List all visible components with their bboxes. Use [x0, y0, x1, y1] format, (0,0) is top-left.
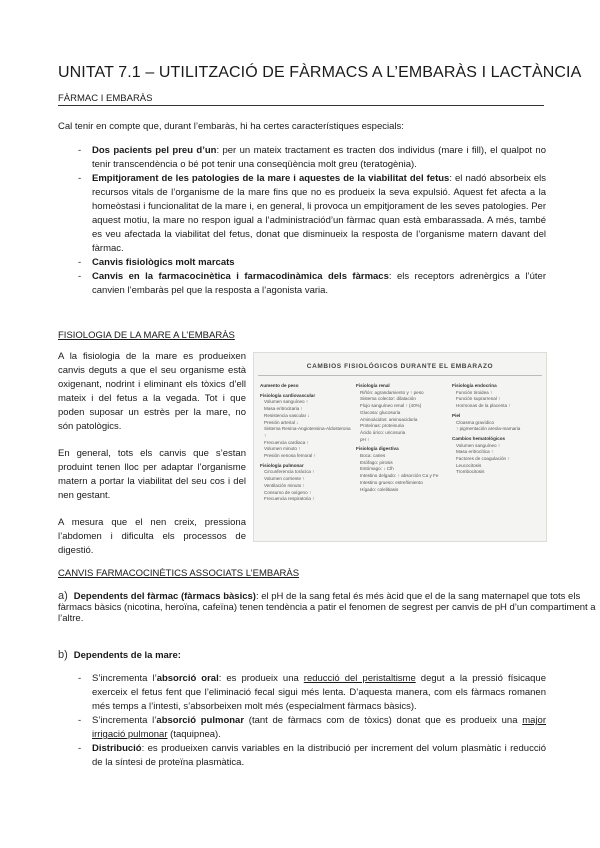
subheading-text: : el pH de la sang fetal és més àcid que el de la sang maternapel que tots els fàrmacs bàsics (nicotina, heroïna, cafeïna) tenen tendència a patir el fenomen de segrest per canvis de pH d’un compartiment a l’altre. — [58, 591, 596, 624]
figure-item: Volumen corriente ↑ — [264, 476, 305, 482]
letter-marker: b) — [58, 649, 68, 661]
intro-paragraph: Cal tenir en compte que, durant l’embaràs, hi ha certes característiques especials: — [58, 121, 404, 132]
figure-item: Intestino delgado: ↑ absorción Ca y Fe — [360, 473, 439, 479]
paragraph: A mesura que el nen creix, pressiona l’abdomen i dificulta els processos de digestió. — [58, 517, 246, 556]
item-term: Empitjorament de les patologies de la mare i aquestes de la viabilitat del fetus — [92, 173, 450, 184]
figure-item: Presión arterial ↓ — [264, 419, 299, 425]
figure-section-heading: Fisiología pulmonar — [260, 462, 304, 468]
figure-section-heading: Fisiología cardiovascular — [260, 392, 316, 398]
item-text: : el nadó absorbeix els recursos vitals de l’organisme de la mare fins que no es produeix la seva expulsió. Aquest fet afecta a la homeòstasi i funcionalitat de la mare i, en general, li provoca un empitjorament de les seves patologies. Per aquest motiu, la mare no respon igual a l’administraciód’un fàrmac quan està embarassada. A més, també es veu afectada la viabilitat del fetus, donat que disminueix la resposta de l’organisme matern davant del fàrmac. — [92, 173, 547, 254]
list-item — [78, 672, 546, 714]
figure-item: Leucocitosis — [456, 462, 482, 468]
figure-item: Estómago: ↓ Clh — [360, 466, 394, 472]
subheading-term: Dependents del fàrmac (fàrmacs bàsics) — [73, 591, 256, 602]
subheading-term: Dependents de la mare: — [73, 650, 181, 661]
item-term: Dos pacients pel preu d’un — [92, 145, 217, 156]
figure-item: Sistema colector: dilatación — [360, 396, 416, 402]
paragraph: En general, tots els canvis que s’estan produint tenen lloc per adaptar l’organisme matern a portar la viabilitat del seu cos i del nen gestant. — [58, 448, 246, 501]
page-title: UNITAT 7.1 – UTILITZACIÓ DE FÀRMACS A L’EMBARÀS I LACTÀNCIA — [58, 64, 582, 81]
figure-item: Trombocitosis — [456, 469, 485, 475]
section-heading-farmacocinetics: CANVIS FARMACOCINÈTICS ASSOCIATS L’EMBARÀS — [58, 568, 300, 579]
figure-item: Volumen sanguíneo ↑ — [264, 399, 309, 405]
figure-item: Hígado: colelitiasis — [360, 486, 399, 492]
figure-column — [452, 380, 544, 476]
figure-item: Flujo sanguíneo renal ↑ (40%) — [360, 403, 422, 409]
item-text: : els receptors adrenèrgics a l’úter canvien l’embaràs pel que la resposta a l’agonista varia. — [92, 271, 547, 296]
figure-item: Intestino grueso: estreñimiento — [360, 479, 423, 485]
figure-section-heading: Cambios hematológicos — [452, 435, 506, 441]
text: S’incrementa l’ — [92, 673, 157, 684]
figure-item: Cloasma gravídico — [456, 419, 495, 425]
figure-item: Presión venosa femoral ↑ — [264, 453, 316, 459]
figure-divider — [258, 375, 542, 376]
figure-column — [260, 380, 352, 503]
figure-item: Boca: caries — [360, 453, 386, 459]
list-item — [78, 714, 546, 742]
figure-item: Masa eritrocítica ↑ — [456, 449, 494, 455]
mother-factors-list — [78, 672, 546, 770]
text: : es produeix una — [218, 673, 304, 684]
list-item — [78, 172, 546, 256]
underlined-text: major irrigació pulmonar — [92, 715, 546, 740]
figure-section-heading: Piel — [452, 412, 461, 418]
figure-section-heading: Fisiología renal — [356, 383, 390, 388]
figure-item: Función suprarrenal ↑ — [456, 396, 501, 402]
figure-item: pH ↑ — [360, 436, 370, 442]
list-item — [78, 256, 546, 270]
item-text: : per un mateix tractament es tracten dos individus (mare i fill), el qualpot no tenir transcendència o bé pot tenir una conseqüència molt greu (teratogènia). — [92, 145, 546, 170]
figure-item: Consumo de oxígeno ↑ — [264, 489, 312, 495]
letter-marker: a) — [58, 590, 68, 602]
figure-column — [356, 380, 448, 493]
list-item — [78, 742, 546, 770]
figure-item: Masa eritrocitaria ↑ — [264, 406, 303, 412]
figure-item: Ventilación minuto ↑ — [264, 482, 305, 488]
figure-item: Factores de coagulación ↑ — [456, 456, 510, 462]
figure-item: Proteínas: proteinuria — [360, 423, 404, 429]
text: S’incrementa l’ — [92, 715, 157, 726]
figure-item: Frecuencia cardiaca ↑ — [264, 439, 309, 445]
text: (tant de fàrmacs com de tòxics) donat que es produeix una — [244, 715, 523, 726]
figure-item: Resistencia vascular ↓ — [264, 412, 310, 418]
figure-item: Sistema Renina-Angiotensina-Aldosterona ↑ — [264, 426, 351, 438]
subheading-b — [58, 649, 181, 661]
characteristics-list — [78, 144, 546, 298]
figure-item: Aminoácidos: aminoaciduria — [360, 416, 418, 422]
list-item — [78, 270, 546, 298]
figure-item: Riñón: agrandamiento y ↑ peso — [360, 389, 424, 395]
figure-title: CAMBIOS FISIOLÓGICOS DURANTE EL EMBARAZO — [306, 363, 494, 370]
figure-section-heading: Fisiología digestiva — [356, 446, 399, 452]
figure-item: Glucosa: glucosuria — [360, 409, 401, 415]
term: absorció pulmonar — [156, 715, 245, 726]
figure-item: Volumen minuto ↑ — [264, 446, 301, 452]
figure-item: Volumen sanguíneo ↑ — [456, 442, 501, 448]
figure-section-heading: Fisiología endocrina — [452, 383, 497, 388]
list-item — [78, 144, 546, 172]
underlined-text: reducció del peristaltisme — [303, 673, 416, 684]
figure-item: Esófago: pirosis — [360, 459, 393, 465]
fisiologia-text — [58, 350, 246, 571]
paragraph: A la fisiologia de la mare es produeixen canvis deguts a que el seu organisme està oxigenant, nodrint i eliminant els tòxics d’ell mateix i del fetus a la vegada. Tot i que poden suposar un estrès per la mare, no són patològics. — [58, 351, 246, 432]
figure-item: Frecuencia respiratoria ↑ — [264, 496, 315, 502]
text: (taquipnea). — [167, 729, 221, 740]
figure-item: Circunferencia torácica ↑ — [264, 469, 315, 475]
item-term: Canvis fisiològics molt marcats — [92, 257, 235, 268]
section-heading-fisiologia: FISIOLOGIA DE LA MARE A L’EMBARÀS — [58, 330, 235, 341]
figure-item: ↑ pigmentación areola-mamaria — [456, 426, 521, 432]
text: degut a la pressió físicaque exerceix el fetus fent que l’eliminació fecal sigui més lenta. D’aquesta manera, com els fàrmacs romanen més temps a l’intesti, s’absorbeixen molt més (especialment fàrmacs bàsics). — [92, 673, 546, 712]
term: Distribució — [92, 743, 142, 754]
subheading-a — [58, 590, 600, 624]
physiology-figure — [253, 352, 547, 542]
item-term: Canvis en la farmacocinètica i farmacodinàmica dels fàrmacs — [92, 271, 389, 282]
figure-item: Función tiroidea ↑ — [456, 389, 493, 395]
term: absorció oral — [156, 673, 219, 684]
figure-section-heading: Aumento de peso — [260, 383, 299, 388]
figure-item: Ácido úrico: uricosuria — [360, 429, 406, 435]
figure-item: Hormonas de la placenta ↑ — [456, 403, 511, 409]
section-heading-farmac-embaras: FÀRMAC I EMBARÀS — [58, 93, 544, 106]
text: : es produeixen canvis variables en la distribució per increment del volum plasmàtic i reducció de la síntesi de proteïna plasmàtica. — [92, 743, 546, 768]
